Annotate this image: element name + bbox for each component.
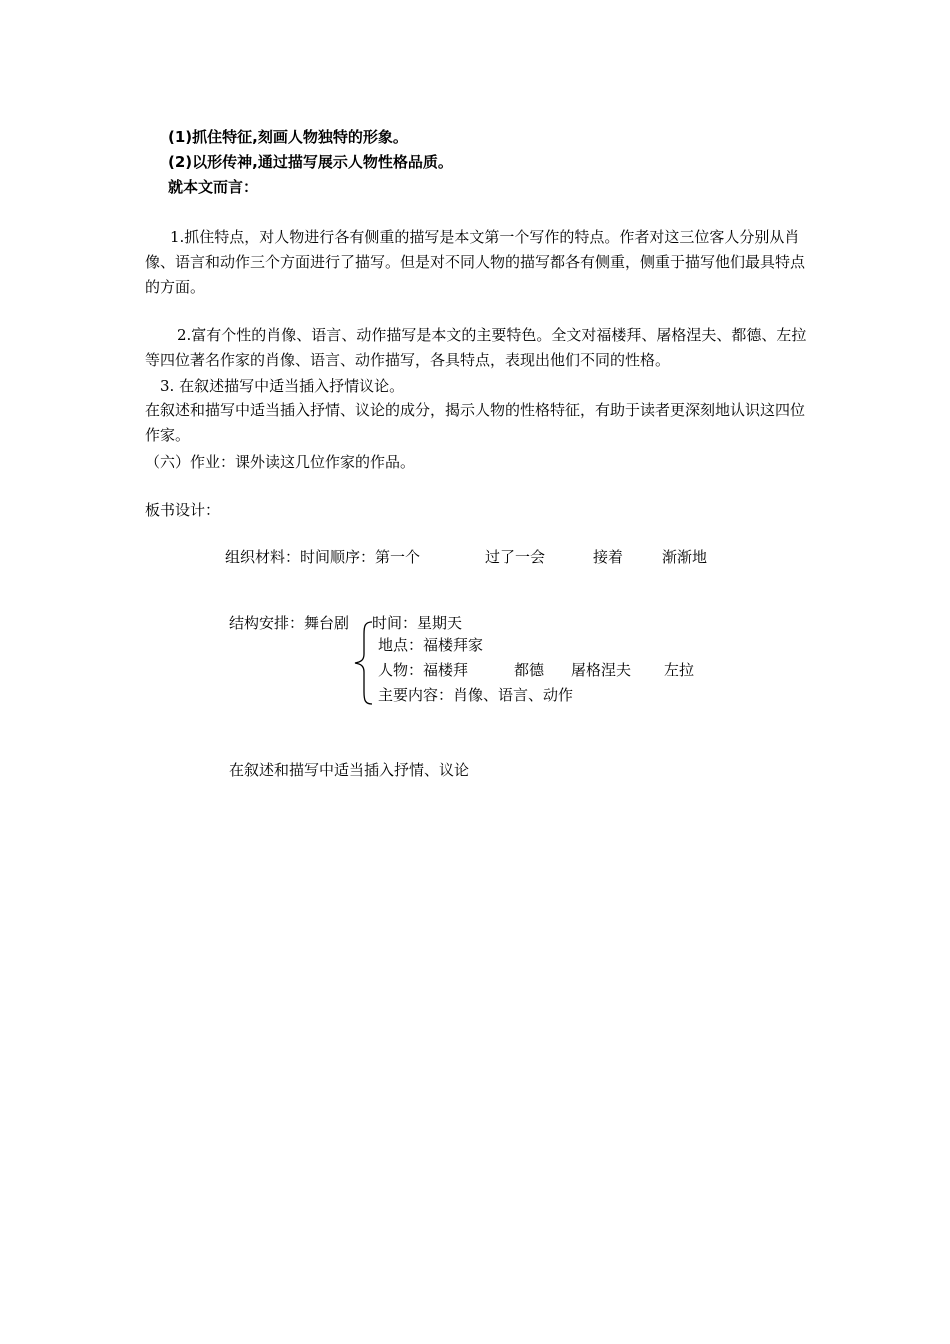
board-org-item-4: 渐渐地	[662, 548, 708, 566]
board-conclusion: 在叙述和描写中适当插入抒情、议论	[229, 761, 470, 779]
paragraph-3-heading: 3. 在叙述描写中适当插入抒情议论。	[160, 377, 405, 395]
board-org-item-2: 过了一会	[485, 548, 546, 566]
board-content: 主要内容：肖像、语言、动作	[378, 686, 574, 704]
board-people-label: 人物：福楼拜	[378, 661, 469, 679]
board-struct-label: 结构安排：舞台剧	[229, 614, 350, 632]
board-org-label: 组织材料：时间顺序：第一个	[225, 548, 421, 566]
board-person-4: 左拉	[664, 661, 695, 679]
board-person-3: 屠格涅夫	[571, 661, 632, 679]
curly-brace-icon	[352, 620, 374, 706]
paragraph-1: 1.抓住特点，对人物进行各有侧重的描写是本文第一个写作的特点。作者对这三位客人分别从肖像、语言和动作三个方面进行了描写。但是对不同人物的描写都各有侧重，侧重于描写他们最具特点的方面。	[145, 228, 806, 296]
board-title: 板书设计：	[145, 501, 221, 519]
point-1: (1)抓住特征,刻画人物独特的形象。	[168, 128, 408, 146]
board-person-2: 都德	[514, 661, 545, 679]
point-2: (2)以形传神,通过描写展示人物性格品质。	[168, 153, 453, 171]
board-org-item-3: 接着	[593, 548, 624, 566]
intro-heading: 就本文而言：	[168, 178, 259, 196]
paragraph-2: 2.富有个性的肖像、语言、动作描写是本文的主要特色。全文对福楼拜、屠格涅夫、都德、左拉等四位著名作家的肖像、语言、动作描写，各具特点，表现出他们不同的性格。	[145, 326, 807, 369]
board-place: 地点：福楼拜家	[378, 636, 484, 654]
paragraph-3-body: 在叙述和描写中适当插入抒情、议论的成分，揭示人物的性格特征，有助于读者更深刻地认识这四位作家。	[145, 401, 806, 444]
board-time: 时间：星期天	[372, 614, 463, 632]
homework-line: （六）作业：课外读这几位作家的作品。	[145, 453, 416, 471]
